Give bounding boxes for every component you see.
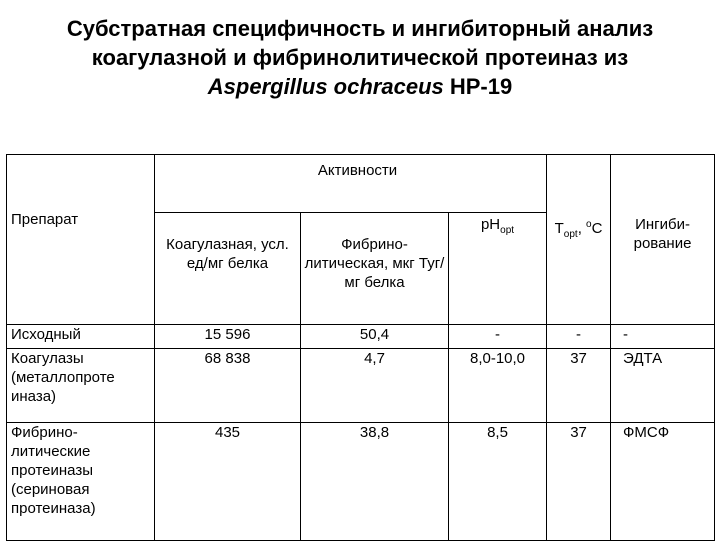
row-fibrinolytic: 4,7 (301, 349, 449, 423)
row-name: Исходный (7, 325, 155, 349)
row-ph: - (449, 325, 547, 349)
title-line-2: коагулазной и фибринолитической протеиназ из (91, 45, 629, 70)
title-line-1: Субстратная специфичность и ингибиторный анализ (66, 16, 654, 41)
header-activities: Активности (155, 155, 547, 213)
row-ph: 8,5 (449, 423, 547, 541)
row-fibrinolytic: 38,8 (301, 423, 449, 541)
row-name: Коагулазы (металлопроте иназа) (7, 349, 155, 423)
header-t-opt: $T_{opt}$, $^o$C (547, 155, 611, 325)
header-coagulase: Коагулазная, усл. ед/мг белка (155, 213, 301, 325)
row-t: 37 (547, 349, 611, 423)
row-name: Фибрино- литические протеиназы (сериновая протеиназа) (7, 423, 155, 541)
header-fibrinolytic: Фибрино- литическая, мкг Туг/ мг белка (301, 213, 449, 325)
table-row (7, 423, 715, 541)
row-ph: 8,0-10,0 (449, 349, 547, 423)
header-ph-opt: $pH_{opt}$ (449, 213, 547, 325)
row-fibrinolytic: 50,4 (301, 325, 449, 349)
slide-title (0, 14, 720, 101)
row-inhibition: ЭДТА (611, 349, 715, 423)
title-line-3 (0, 72, 720, 101)
row-t: - (547, 325, 611, 349)
row-inhibition: - (611, 325, 715, 349)
header-row-1 (7, 155, 715, 213)
table-row (7, 325, 715, 349)
table-row (7, 349, 715, 423)
header-preparation: Препарат (7, 155, 155, 325)
header-inhibition: Ингиби- рование (611, 155, 715, 325)
row-coagulase: 435 (155, 423, 301, 541)
organism-name: Aspergillus ochraceus (207, 74, 444, 99)
data-table (6, 154, 715, 541)
strain-name: НР-19 (443, 74, 513, 99)
row-coagulase: 15 596 (155, 325, 301, 349)
row-t: 37 (547, 423, 611, 541)
row-coagulase: 68 838 (155, 349, 301, 423)
row-inhibition: ФМСФ (611, 423, 715, 541)
